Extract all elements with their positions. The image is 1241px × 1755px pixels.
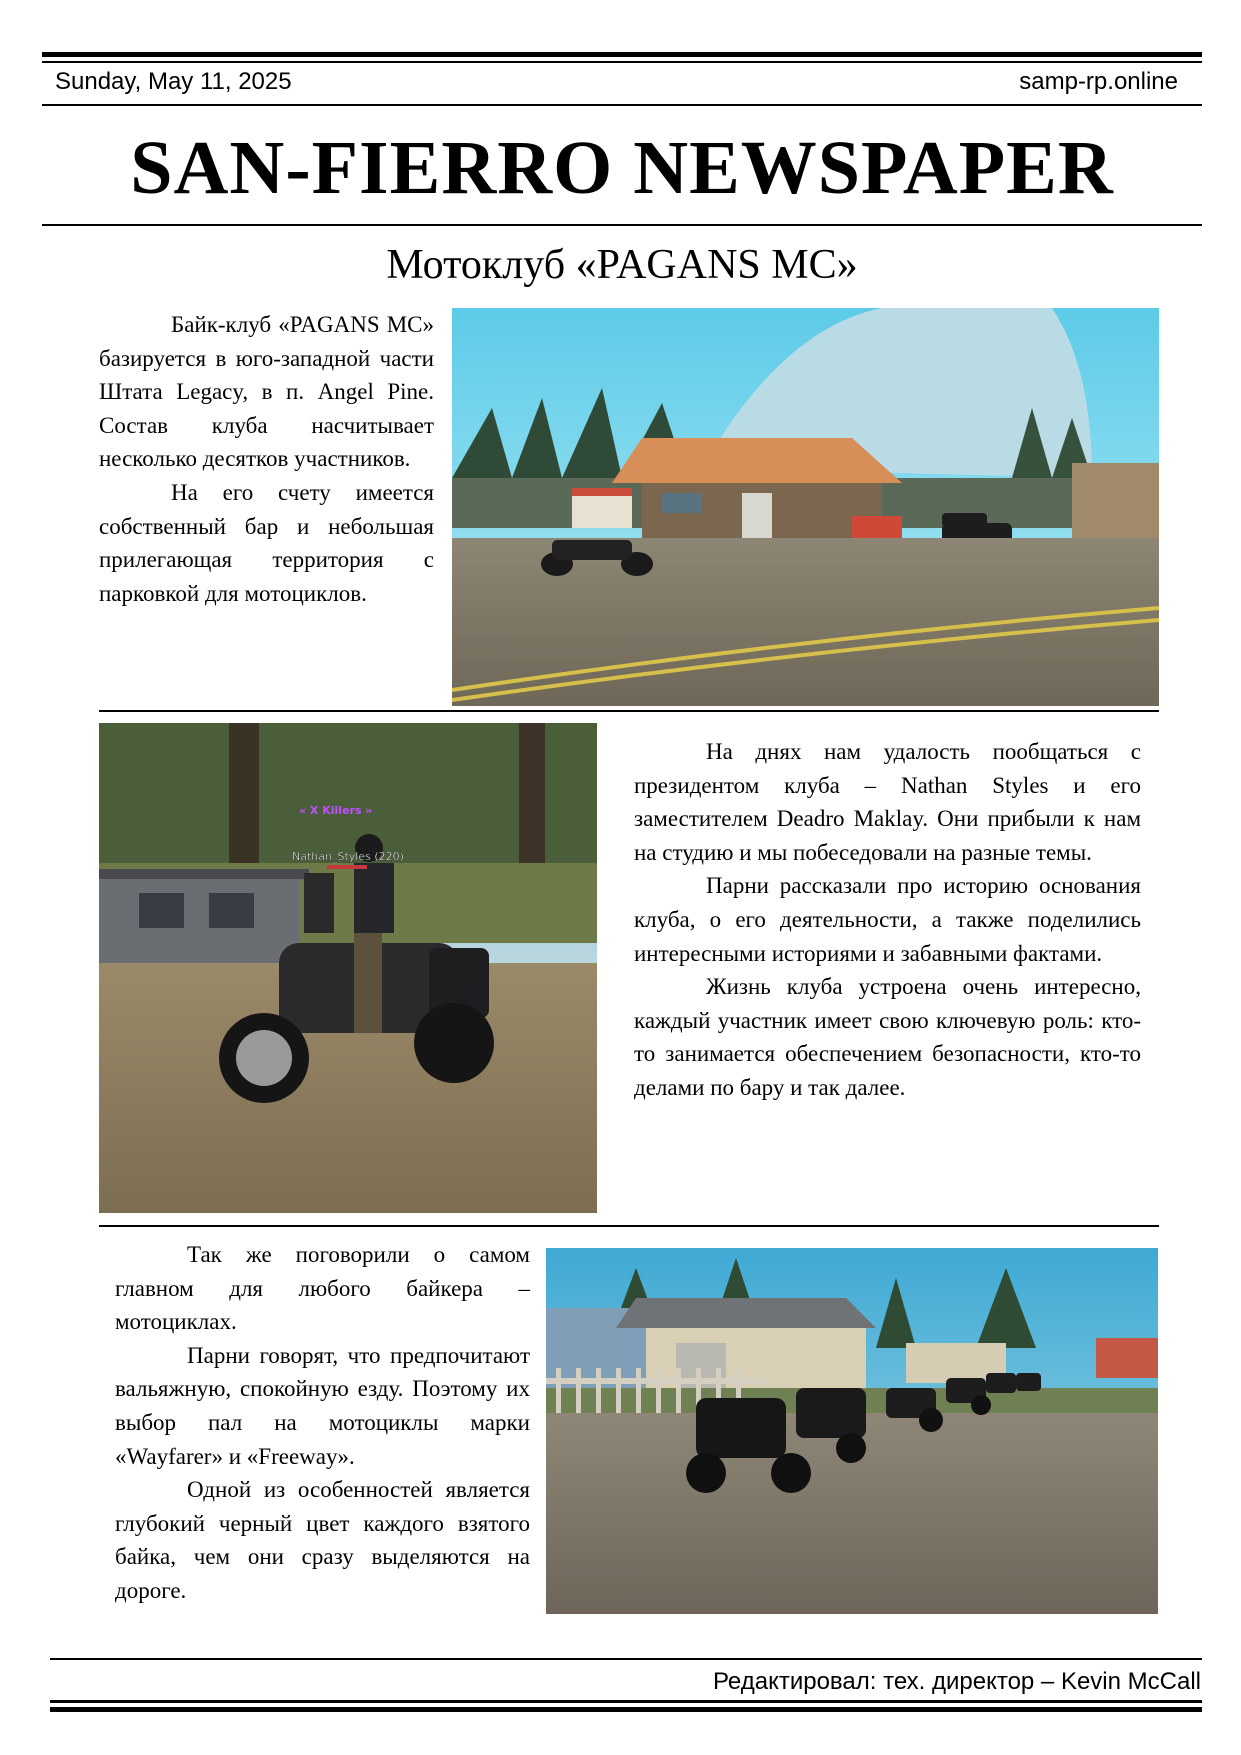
article-paragraph: Парни рассказали про историю основания клуба, о его деятельности, а также поделились интересными историями и забавными фактами.: [634, 873, 1141, 966]
photo-biker-bar-image: [452, 308, 1159, 706]
article-column-1: [99, 308, 434, 610]
article-paragraph: На днях нам удалость пообщаться с президентом клуба – Nathan Styles и его заместителем Deadro Maklay. Они прибыли к нам на студию и мы побеседовали на разные темы.: [634, 739, 1141, 865]
footer-rule-a: [50, 1700, 1202, 1703]
article-paragraph: Одной из особенностей является глубокий черный цвет каждого взятого байка, чем они сразу выделяются на дороге.: [115, 1477, 530, 1603]
photo-biker-bar: [452, 308, 1159, 706]
dateline-rule: [42, 104, 1202, 106]
masthead-title: SAN-FIERRO NEWSPAPER: [130, 126, 1114, 210]
section-rule-2: [99, 1225, 1159, 1227]
article-paragraph: На его счету имеется собственный бар и небольшая прилегающая территория с парковкой для мотоциклов.: [99, 479, 434, 606]
article-headline: Мотоклуб «PAGANS MC»: [386, 242, 858, 288]
article-column-3: [115, 1238, 530, 1608]
article-paragraph: Так же поговорили о самом главном для любого байкера – мотоциклах.: [115, 1242, 530, 1335]
article-paragraph: Байк-клуб «PAGANS MC» базируется в юго-западной части Штата Legacy, в п. Angel Pine. Состав клуба насчитывает несколько десятков участников.: [99, 312, 434, 472]
site-url[interactable]: samp-rp.online: [1019, 68, 1178, 95]
player-nametag: Nathan_Styles (220): [292, 850, 404, 863]
masthead-rule: [42, 224, 1202, 226]
photo-parked-bikes: [546, 1248, 1158, 1614]
photo-nathan-styles: [99, 723, 597, 1213]
top-rule-thick: [42, 52, 1202, 57]
article-paragraph: Парни говорят, что предпочитают вальяжную, спокойную езду. Поэтому их выбор пал на мотоциклы марки «Wayfarer» и «Freeway».: [115, 1342, 530, 1469]
top-rule-thin: [42, 61, 1202, 63]
footer-rule-b: [50, 1707, 1202, 1712]
photo-nathan-styles-image: [99, 723, 597, 1213]
article-column-2: [634, 735, 1141, 1105]
editor-credit: Редактировал: тех. директор – Kevin McCall: [712, 1668, 1201, 1695]
photo-parked-bikes-image: [546, 1248, 1158, 1614]
issue-date: Sunday, May 11, 2025: [55, 68, 292, 95]
article-paragraph: Жизнь клуба устроена очень интересно, каждый участник имеет свою ключевую роль: кто-то занимается обеспечением безопасности, кто-то делами по бару и так далее.: [634, 974, 1141, 1100]
gang-tag: « X Killers »: [299, 804, 373, 817]
footer-rule-thin: [50, 1658, 1202, 1660]
section-rule-1: [99, 710, 1159, 712]
